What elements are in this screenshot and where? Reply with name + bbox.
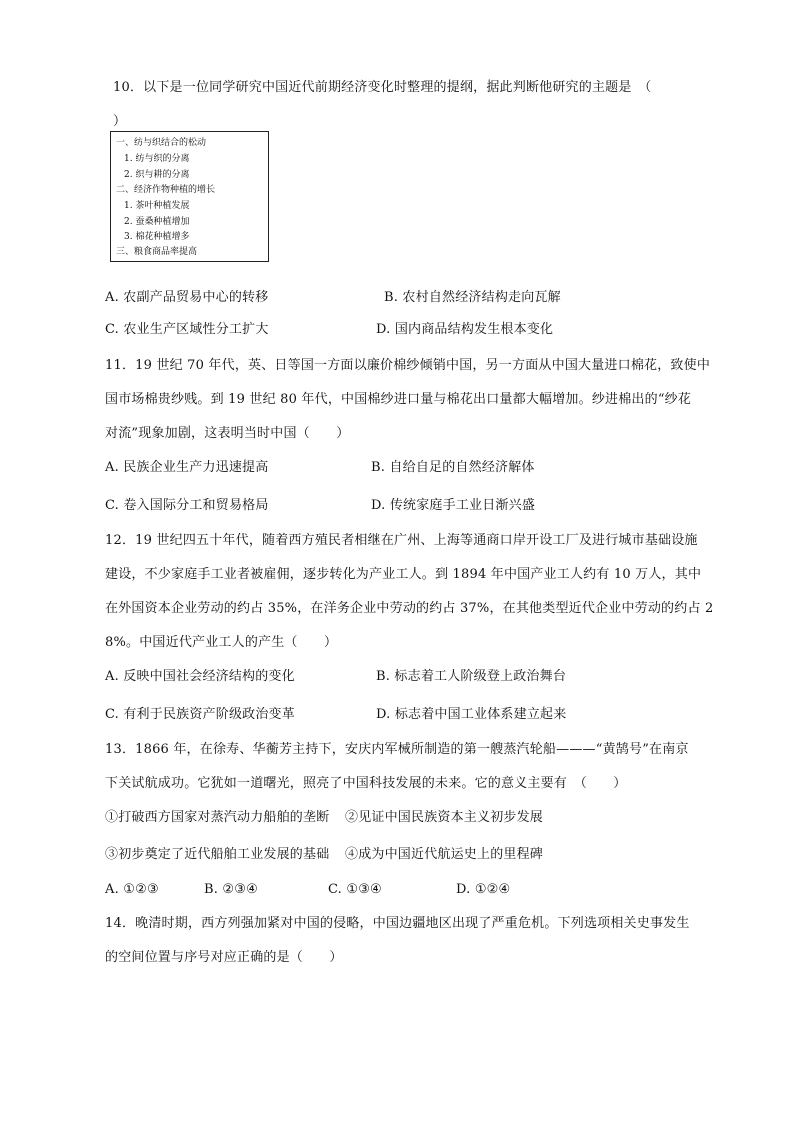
q11-option-b[interactable]: B. 自给自足的自然经济解体 xyxy=(371,460,535,475)
q12-option-c[interactable]: C. 有利于民族资产阶级政治变革 xyxy=(105,707,295,722)
q10-option-d[interactable]: D. 国内商品结构发生根本变化 xyxy=(376,322,554,337)
q14-stem-line-2: 的空间位置与序号对应正确的是（ ） xyxy=(105,950,343,965)
q14-stem-line-1: 14．晚清时期，西方列强加紧对中国的侵略，中国边疆地区出现了严重危机。下列选项相关史事发生 xyxy=(105,916,690,931)
q12-stem-line-3: 在外国资本企业劳动的约占 35%，在洋务企业中劳动的约占 37%，在其他类型近代企业中劳动的约占 2 xyxy=(105,601,714,616)
q10-option-c[interactable]: C. 农业生产区域性分工扩大 xyxy=(105,322,269,337)
q12-option-d[interactable]: D. 标志着中国工业体系建立起来 xyxy=(376,707,567,722)
outline-heading-1: 一、纺与织结合的松动 xyxy=(116,138,207,148)
outline-item-2-2: 2. 蚕桑种植增加 xyxy=(124,217,190,227)
outline-heading-3: 三、粮食商品率提高 xyxy=(116,247,198,257)
q11-stem-line-2: 国市场棉贵纱贱。到 19 世纪 80 年代，中国棉纱进口量与棉花出口量都大幅增加。纱进棉出的“纱花 xyxy=(105,392,692,407)
q12-stem-line-4: 8%。中国近代产业工人的产生（ ） xyxy=(105,635,338,650)
q13-option-c[interactable]: C. ①③④ xyxy=(328,882,382,897)
q12-option-b[interactable]: B. 标志着工人阶级登上政治舞台 xyxy=(376,669,567,684)
outline-item-1-1: 1. 纺与织的分离 xyxy=(124,154,190,164)
q13-item-4: ④成为中国近代航运史上的里程碑 xyxy=(345,847,544,862)
q10-option-b[interactable]: B. 农村自然经济结构走向瓦解 xyxy=(384,290,561,305)
q10-stem: 10．以下是一位同学研究中国近代前期经济变化时整理的提纲，据此判断他研究的主题是 （ xyxy=(113,80,652,95)
q13-option-a[interactable]: A. ①②③ xyxy=(105,882,159,897)
q13-stem-line-1: 13．1866 年，在徐寿、华蘅芳主持下，安庆内军械所制造的第一艘蒸汽轮船———“黄鹄号”在南京 xyxy=(105,742,689,757)
q10-option-a[interactable]: A. 农副产品贸易中心的转移 xyxy=(105,290,269,305)
outline-item-2-1: 1. 茶叶种植发展 xyxy=(124,201,190,211)
q11-stem-line-1: 11．19 世纪 70 年代，英、日等国一方面以廉价棉纱倾销中国，另一方面从中国大量进口棉花，致使中 xyxy=(105,358,711,373)
q13-option-d[interactable]: D. ①②④ xyxy=(456,882,511,897)
q11-option-d[interactable]: D. 传统家庭手工业日渐兴盛 xyxy=(371,498,536,513)
q11-option-a[interactable]: A. 民族企业生产力迅速提高 xyxy=(105,460,269,475)
q11-option-c[interactable]: C. 卷入国际分工和贸易格局 xyxy=(105,498,269,513)
q13-option-b[interactable]: B. ②③④ xyxy=(204,882,258,897)
q11-stem-line-3: 对流”现象加剧，这表明当时中国（ ） xyxy=(105,426,350,441)
q12-option-a[interactable]: A. 反映中国社会经济结构的变化 xyxy=(105,669,295,684)
q13-stem-line-2: 下关试航成功。它犹如一道曙光，照亮了中国科技发展的未来。它的意义主要有 （ ） xyxy=(105,776,627,791)
q10-outline-box xyxy=(110,131,269,262)
q13-item-1: ①打破西方国家对蒸汽动力船舶的垄断 xyxy=(105,810,330,825)
q12-stem-line-2: 建设，不少家庭手工业者被雇佣，逐步转化为产业工人。到 1894 年中国产业工人约有 10 万人，其中 xyxy=(105,567,702,582)
outline-heading-2: 二、经济作物种植的增长 xyxy=(116,185,216,195)
outline-item-1-2: 2. 织与耕的分离 xyxy=(124,170,190,180)
q12-stem-line-1: 12．19 世纪四五十年代，随着西方殖民者相继在广州、上海等通商口岸开设工厂及进行城市基础设施 xyxy=(105,533,698,548)
q10-stem-close: ） xyxy=(113,114,127,129)
q13-item-3: ③初步奠定了近代船舶工业发展的基础 xyxy=(105,847,330,862)
q13-item-2: ②见证中国民族资本主义初步发展 xyxy=(345,810,544,825)
outline-item-2-3: 3. 棉花种植增多 xyxy=(124,232,190,242)
